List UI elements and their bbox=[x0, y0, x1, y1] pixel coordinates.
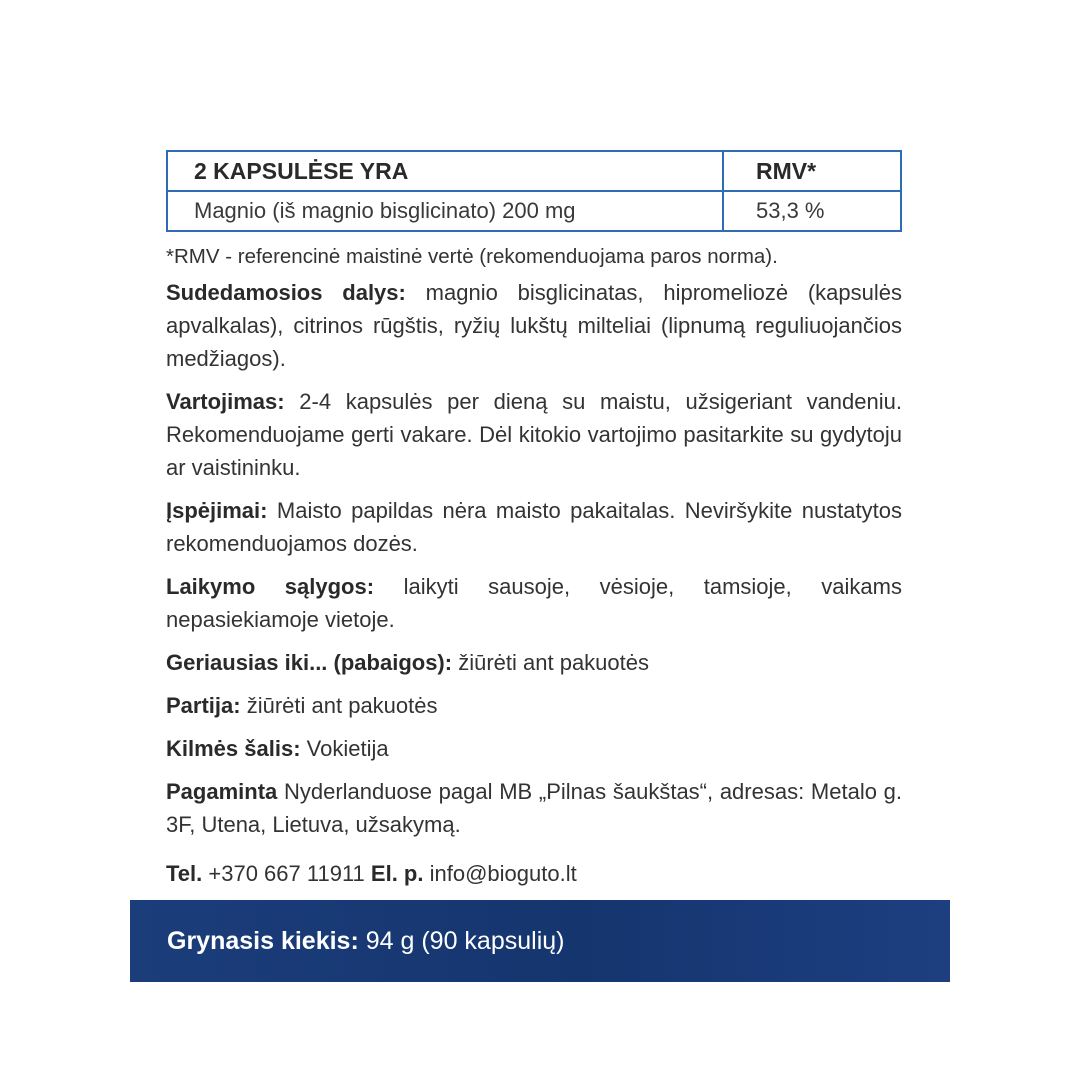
table-header-rmv: RMV* bbox=[723, 151, 901, 191]
batch-section bbox=[166, 689, 902, 722]
batch-text: žiūrėti ant pakuotės bbox=[246, 693, 438, 718]
tel-label: Tel. bbox=[166, 861, 203, 886]
ingredients-label: Sudedamosios dalys: bbox=[166, 280, 406, 305]
nutrition-table bbox=[166, 150, 902, 232]
storage-text: laikyti sausoje, vėsioje, tamsioje, vaikams nepasiekiamoje vietoje. bbox=[166, 574, 902, 632]
storage-label: Laikymo sąlygos: bbox=[166, 574, 375, 599]
best-before-section bbox=[166, 646, 902, 679]
contact-section bbox=[166, 857, 902, 890]
email-value: info@bioguto.lt bbox=[429, 861, 577, 886]
batch-label: Partija: bbox=[166, 693, 241, 718]
label-panel bbox=[166, 150, 902, 890]
manufacturer-section bbox=[166, 775, 902, 841]
ingredients-text: magnio bisglicinatas, hipromeliozė (kapsulės apvalkalas), citrinos rūgštis, ryžių lukštų milteliai (lipnumą reguliuojančios medžiagos). bbox=[166, 280, 902, 371]
warnings-text: Maisto papildas nėra maisto pakaitalas. Neviršykite nustatytos rekomenduojamos dozės. bbox=[166, 498, 902, 556]
net-quantity-value: 94 g (90 kapsulių) bbox=[365, 926, 565, 955]
table-row-value: 53,3 % bbox=[723, 191, 901, 231]
usage-text: 2-4 kapsulės per dieną su maistu, užsigeriant vandeniu. Rekomenduojame gerti vakare. Dėl kitokio vartojimo pasitarkite su gydytoju ar vaistininku. bbox=[166, 389, 902, 480]
usage-label: Vartojimas: bbox=[166, 389, 285, 414]
table-header-row bbox=[167, 151, 901, 191]
email-label: El. p. bbox=[370, 861, 424, 886]
tel-value: +370 667 11911 bbox=[208, 861, 365, 886]
table-row bbox=[167, 191, 901, 231]
net-quantity-label: Grynasis kiekis: bbox=[167, 926, 359, 955]
warnings-label: Įspėjimai: bbox=[166, 498, 268, 523]
ingredients-section bbox=[166, 276, 902, 375]
net-quantity-bar bbox=[130, 900, 950, 982]
usage-section bbox=[166, 385, 902, 484]
origin-section bbox=[166, 732, 902, 765]
table-row-label: Magnio (iš magnio bisglicinato) 200 mg bbox=[167, 191, 723, 231]
warnings-section bbox=[166, 494, 902, 560]
best-before-label: Geriausias iki... (pabaigos): bbox=[166, 650, 453, 675]
origin-label: Kilmės šalis: bbox=[166, 736, 301, 761]
manufacturer-text: Nyderlanduose pagal MB „Pilnas šaukštas“, adresas: Metalo g. 3F, Utena, Lietuva, užsakymą. bbox=[166, 779, 902, 837]
best-before-text: žiūrėti ant pakuotės bbox=[458, 650, 649, 675]
origin-text: Vokietija bbox=[306, 736, 389, 761]
manufacturer-label: Pagaminta bbox=[166, 779, 278, 804]
table-header-label: 2 KAPSULĖSE YRA bbox=[167, 151, 723, 191]
storage-section bbox=[166, 570, 902, 636]
rmv-footnote: *RMV - referencinė maistinė vertė (rekomenduojama paros norma). bbox=[166, 245, 778, 268]
